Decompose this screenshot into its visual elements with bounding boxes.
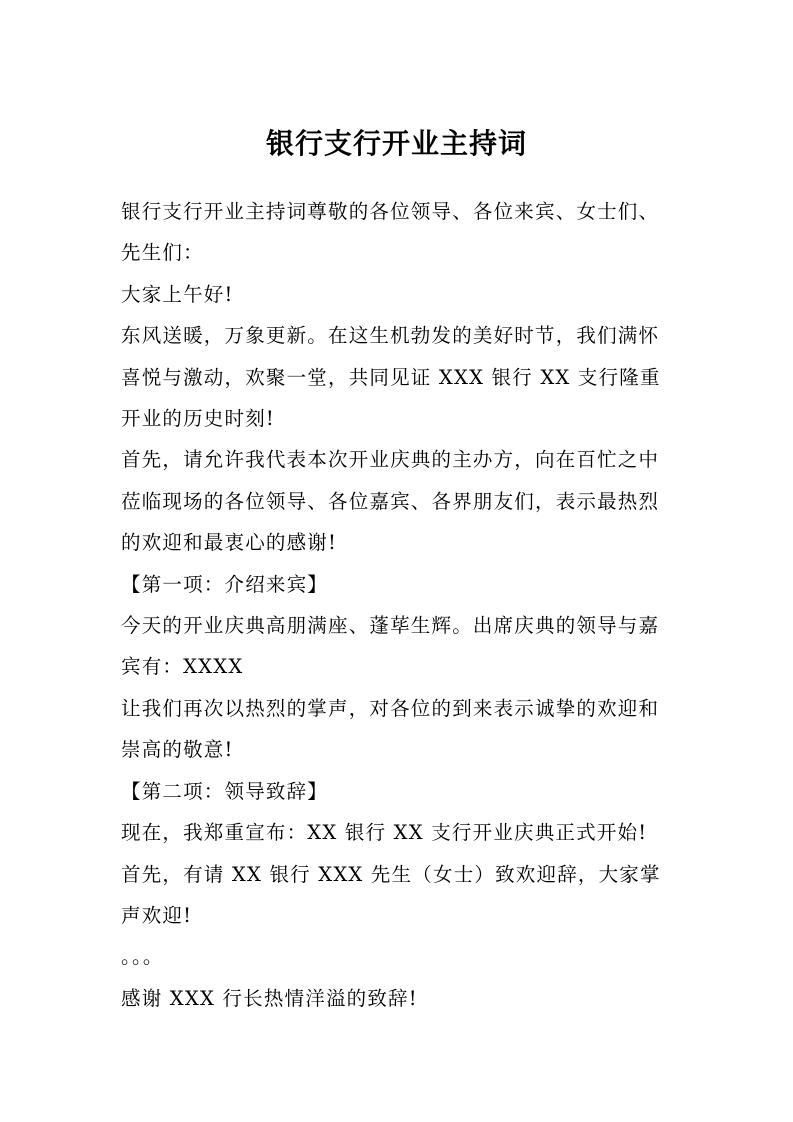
paragraph-announcement: 现在，我郑重宣布：XX 银行 XX 支行开业庆典正式开始! [121,821,648,845]
paragraph-invite-speech: 首先，有请 XX 银行 XXX 先生（女士）致欢迎辞，大家掌声欢迎! [121,862,661,927]
paragraph-welcome: 首先，请允许我代表本次开业庆典的主办方，向在百忙之中莅临现场的各位领导、各位嘉宾、各界朋友们，表示最热烈的欢迎和最衷心的感谢! [121,448,660,555]
document-title: 银行支行开业主持词 [265,127,527,160]
document-body [121,191,677,1019]
section-heading-speech: 【第二项：领导致辞】 [121,779,329,803]
section-heading-guests: 【第一项：介绍来宾】 [121,572,329,596]
paragraph-greeting: 银行支行开业主持词尊敬的各位领导、各位来宾、女士们、先生们： [121,200,660,265]
paragraph-ellipsis: 。。。 [121,945,164,969]
paragraph-opening: 东风送暖，万象更新。在这生机勃发的美好时节，我们满怀喜悦与激动，欢聚一堂，共同见证 XXX 银行 XX 支行隆重开业的历史时刻! [121,324,661,431]
paragraph-applause: 让我们再次以热烈的掌声，对各位的到来表示诚挚的欢迎和崇高的敬意! [121,696,660,762]
paragraph-guests: 今天的开业庆典高朋满座、蓬荜生辉。出席庆典的领导与嘉宾有：XXXX [121,614,660,679]
paragraph-good-morning: 大家上午好! [121,282,234,306]
paragraph-thanks: 感谢 XXX 行长热情洋溢的致辞! [121,986,418,1010]
